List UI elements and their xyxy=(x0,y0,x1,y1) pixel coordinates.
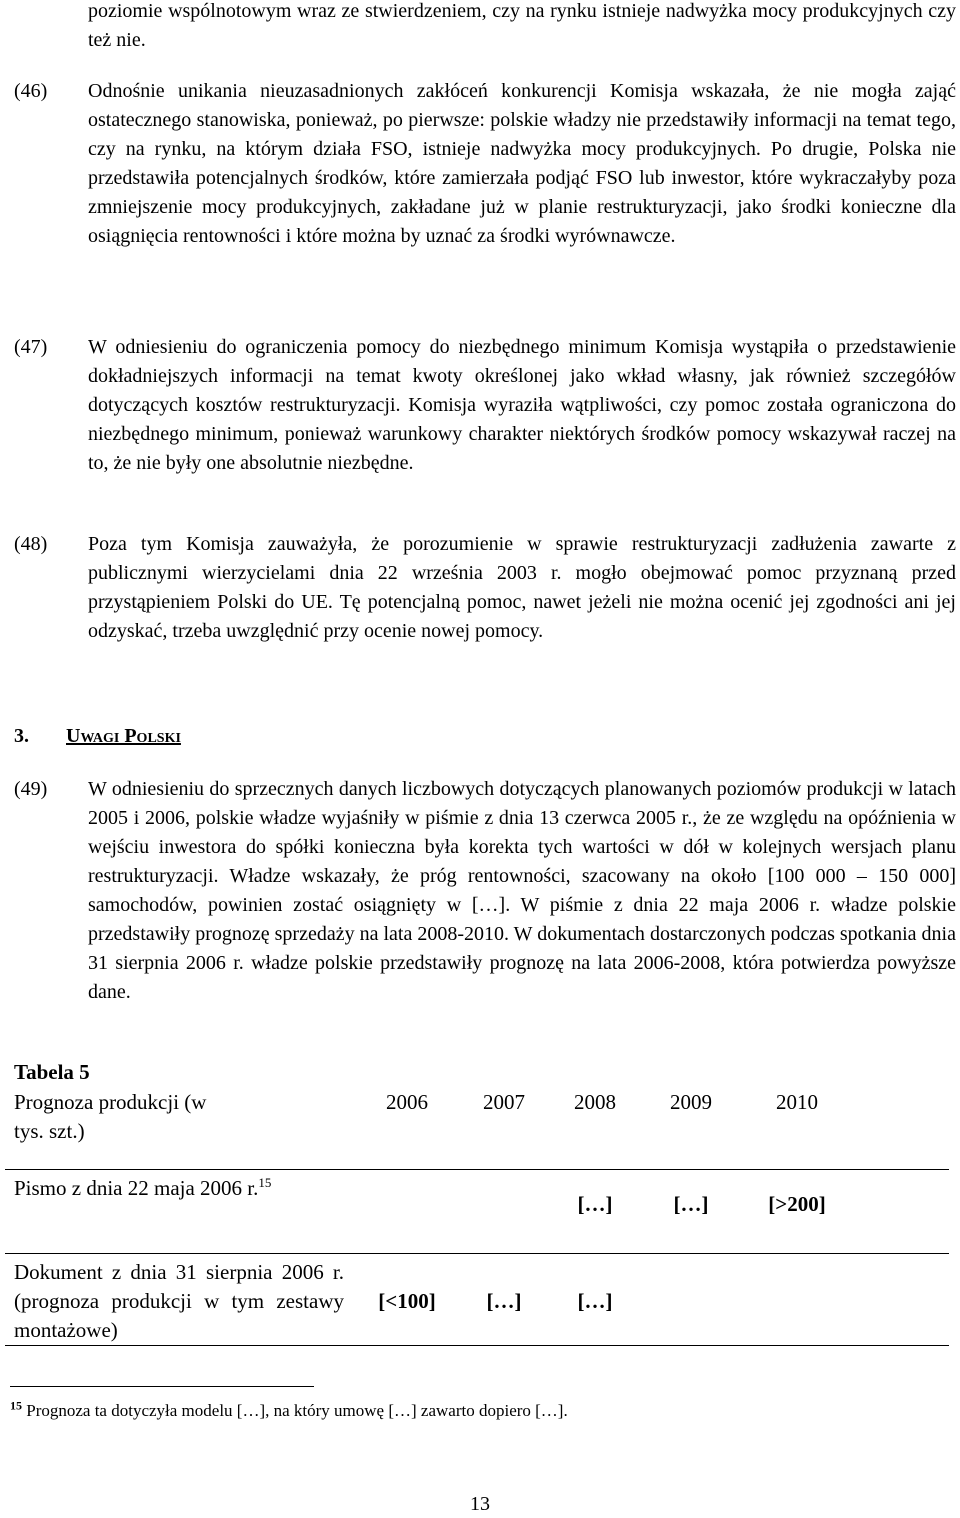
paragraph-text: Poza tym Komisja zauważyła, że porozumienie w sprawie restrukturyzacji zadłużenia zawarte z publicznymi wierzycielami dnia 22 września 2003 r. mogło obejmować pomoc przyznaną przed przystąpieniem Polski do UE. Tę potencjalną pomoc, nawet jeżeli nie można ocenić jej zgodności ani jej odzyskać, trzeba uwzględnić przy ocenie nowej pomocy. xyxy=(88,533,956,642)
cell-2010: [>200] xyxy=(768,1192,826,1216)
table-rule xyxy=(5,1253,949,1254)
row-label-text: Pismo z dnia 22 maja 2006 r. xyxy=(14,1176,259,1200)
cell-2007: […] xyxy=(486,1289,522,1313)
table-rule xyxy=(5,1169,949,1170)
paragraph-number: (49) xyxy=(14,778,48,800)
table-header-label: Prognoza produkcji (w tys. szt.) xyxy=(14,1090,207,1143)
footnote-mark: 15 xyxy=(10,1398,22,1413)
paragraph-text: Odnośnie unikania nieuzasadnionych zakłóceń konkurencji Komisja wskazała, że nie mogła zająć ostatecznego stanowiska, ponieważ, po pierwsze: polskie władzy nie przedstawiły informacji na temat tego, czy na rynku, na którym działa FSO, istnieje nadwyżka mocy produkcyjnych. Po drugie, Polska nie przedstawiła potencjalnych środków, które zamierzała podjąć FSO lub inwestor, które wykraczałyby poza zmniejszenie mocy produkcyjnych, zakładane już w planie restrukturyzacji, jako środki konieczne dla osiągnięcia rentowności i które można by uznać za środki wyrównawcze. xyxy=(88,80,956,247)
paragraph-number: (47) xyxy=(14,336,48,358)
footnote-text: Prognoza ta dotyczyła modelu […], na który umowę […] zawarto dopiero […]. xyxy=(26,1401,568,1420)
cell-2009: […] xyxy=(673,1192,709,1216)
paragraph-number: (46) xyxy=(14,80,48,102)
section-number: 3. xyxy=(14,725,29,747)
cell-2006: [<100] xyxy=(378,1289,436,1313)
paragraph-number: (48) xyxy=(14,533,48,555)
table-rule xyxy=(5,1345,949,1346)
row-label xyxy=(14,1174,344,1203)
footnote-reference: 15 xyxy=(258,1175,272,1190)
paragraph-text: W odniesieniu do ograniczenia pomocy do niezbędnego minimum Komisja wystąpiła o przedstawienie dokładniejszych informacji na temat kwoty określonej jako wkład własny, jak również szczegółów dotyczących kosztów restrukturyzacji. Komisja wyraziła wątpliwości, czy pomoc została ograniczona do niezbędnego minimum, ponieważ warunkowy charakter niektórych środków pomocy wskazywał raczej na to, że nie były one absolutnie niezbędne. xyxy=(88,336,956,474)
cell-2008: […] xyxy=(577,1289,613,1313)
table-caption: Tabela 5 xyxy=(14,1060,90,1084)
year-header-2008: 2008 xyxy=(574,1090,616,1114)
cell-2008: […] xyxy=(577,1192,613,1216)
year-header-2007: 2007 xyxy=(483,1090,525,1114)
footnote-separator xyxy=(10,1386,314,1387)
year-header-2006: 2006 xyxy=(386,1090,428,1114)
paragraph-text: W odniesieniu do sprzecznych danych liczbowych dotyczących planowanych poziomów produkcji w latach 2005 i 2006, polskie władze wyjaśniły w piśmie z dnia 13 czerwca 2005 r., że ze względu na opóźnienia w wejściu inwestora do spółki konieczna była korekta tych wartości w dół w kolejnych wersjach planu restrukturyzacji. Władze wskazały, że próg rentowności, szacowany na około [100 000 – 150 000] samochodów, powinien zostać osiągnięty w […]. W piśmie z dnia 22 maja 2006 r. władze polskie przedstawiły prognozę sprzedaży na lata 2008-2010. W dokumentach dostarczonych podczas spotkania dnia 31 sierpnia 2006 r. władze polskie przedstawiły prognozę na lata 2006-2008, która potwierdza powyższe dane. xyxy=(88,778,956,1003)
year-header-2010: 2010 xyxy=(776,1090,818,1114)
continued-paragraph: poziomie wspólnotowym wraz ze stwierdzeniem, czy na rynku istnieje nadwyżka mocy produkcyjnych czy też nie. xyxy=(88,0,956,51)
page-number: 13 xyxy=(470,1493,490,1515)
year-header-2009: 2009 xyxy=(670,1090,712,1114)
section-heading xyxy=(14,722,181,751)
row-label: Dokument z dnia 31 sierpnia 2006 r. (prognoza produkcji w tym zestawy montażowe) xyxy=(14,1260,344,1342)
footnote xyxy=(10,1399,568,1423)
section-title: Uwagi Polski xyxy=(66,725,181,747)
